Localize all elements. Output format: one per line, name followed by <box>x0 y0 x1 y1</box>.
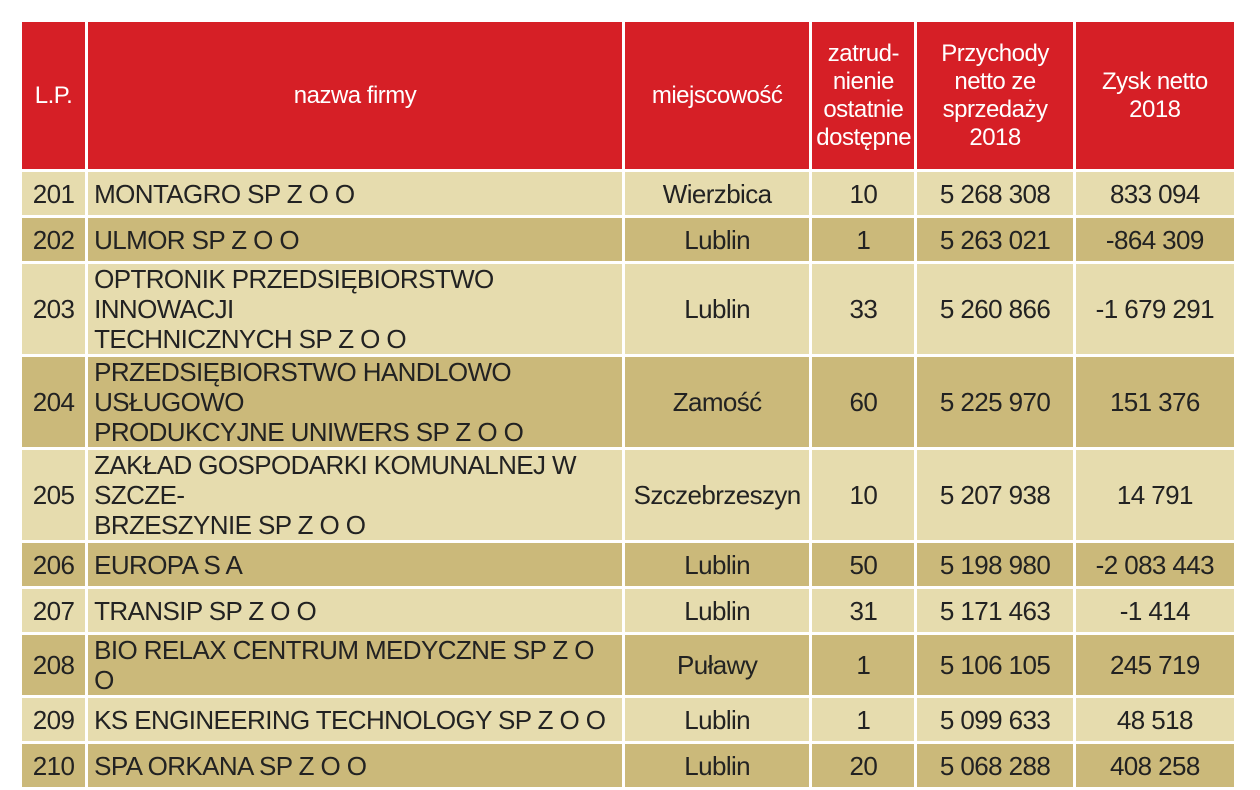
cell-employment: 1 <box>812 698 914 741</box>
cell-revenue: 5 260 866 <box>917 264 1072 354</box>
cell-city: Lublin <box>625 218 809 261</box>
cell-employment: 20 <box>812 744 914 787</box>
cell-city: Lublin <box>625 589 809 632</box>
cell-city: Zamość <box>625 357 809 447</box>
cell-company-name: BIO RELAX CENTRUM MEDYCZNE SP Z O O <box>88 635 622 695</box>
cell-lp: 203 <box>22 264 85 354</box>
cell-lp: 208 <box>22 635 85 695</box>
cell-company-name: OPTRONIK PRZEDSIĘBIORSTWO INNOWACJI TECHNICZNYCH SP Z O O <box>88 264 622 354</box>
table-header <box>22 22 1234 169</box>
cell-employment: 10 <box>812 450 914 540</box>
cell-net-profit: -1 414 <box>1076 589 1234 632</box>
header-row <box>22 22 1234 169</box>
cell-city: Szczebrzeszyn <box>625 450 809 540</box>
table-row <box>22 450 1234 540</box>
cell-employment: 1 <box>812 635 914 695</box>
cell-lp: 204 <box>22 357 85 447</box>
cell-company-name: ULMOR SP Z O O <box>88 218 622 261</box>
table-row <box>22 357 1234 447</box>
cell-lp: 205 <box>22 450 85 540</box>
table-row <box>22 264 1234 354</box>
cell-employment: 31 <box>812 589 914 632</box>
cell-revenue: 5 068 288 <box>917 744 1072 787</box>
company-ranking-table <box>19 19 1237 790</box>
cell-net-profit: 48 518 <box>1076 698 1234 741</box>
cell-company-name: TRANSIP SP Z O O <box>88 589 622 632</box>
cell-employment: 1 <box>812 218 914 261</box>
header-revenue: Przychody netto ze sprzedaży 2018 <box>917 22 1072 169</box>
table-row <box>22 635 1234 695</box>
cell-net-profit: -1 679 291 <box>1076 264 1234 354</box>
table-row <box>22 698 1234 741</box>
cell-city: Lublin <box>625 264 809 354</box>
cell-revenue: 5 268 308 <box>917 172 1072 215</box>
cell-lp: 206 <box>22 543 85 586</box>
table-row <box>22 218 1234 261</box>
header-city: miejscowość <box>625 22 809 169</box>
cell-city: Wierzbica <box>625 172 809 215</box>
company-ranking-table-container <box>22 22 1234 790</box>
cell-lp: 201 <box>22 172 85 215</box>
table-row <box>22 543 1234 586</box>
cell-city: Puławy <box>625 635 809 695</box>
cell-employment: 60 <box>812 357 914 447</box>
cell-net-profit: 245 719 <box>1076 635 1234 695</box>
cell-revenue: 5 171 463 <box>917 589 1072 632</box>
header-lp: L.P. <box>22 22 85 169</box>
cell-city: Lublin <box>625 744 809 787</box>
cell-company-name: MONTAGRO SP Z O O <box>88 172 622 215</box>
cell-net-profit: -2 083 443 <box>1076 543 1234 586</box>
cell-revenue: 5 106 105 <box>917 635 1072 695</box>
cell-company-name: EUROPA S A <box>88 543 622 586</box>
cell-lp: 202 <box>22 218 85 261</box>
cell-company-name: KS ENGINEERING TECHNOLOGY SP Z O O <box>88 698 622 741</box>
cell-lp: 210 <box>22 744 85 787</box>
cell-employment: 33 <box>812 264 914 354</box>
cell-net-profit: 408 258 <box>1076 744 1234 787</box>
cell-net-profit: 14 791 <box>1076 450 1234 540</box>
cell-revenue: 5 263 021 <box>917 218 1072 261</box>
cell-company-name: PRZEDSIĘBIORSTWO HANDLOWO USŁUGOWO PRODUKCYJNE UNIWERS SP Z O O <box>88 357 622 447</box>
cell-net-profit: 833 094 <box>1076 172 1234 215</box>
table-body <box>22 172 1234 787</box>
table-row <box>22 744 1234 787</box>
cell-net-profit: 151 376 <box>1076 357 1234 447</box>
cell-revenue: 5 225 970 <box>917 357 1072 447</box>
cell-net-profit: -864 309 <box>1076 218 1234 261</box>
cell-company-name: SPA ORKANA SP Z O O <box>88 744 622 787</box>
cell-company-name: ZAKŁAD GOSPODARKI KOMUNALNEJ W SZCZE- BRZESZYNIE SP Z O O <box>88 450 622 540</box>
cell-city: Lublin <box>625 698 809 741</box>
table-row <box>22 589 1234 632</box>
cell-lp: 209 <box>22 698 85 741</box>
cell-revenue: 5 207 938 <box>917 450 1072 540</box>
header-employment: zatrud- nienie ostatnie dostępne <box>812 22 914 169</box>
cell-revenue: 5 099 633 <box>917 698 1072 741</box>
header-net-profit: Zysk netto 2018 <box>1076 22 1234 169</box>
cell-employment: 10 <box>812 172 914 215</box>
table-row <box>22 172 1234 215</box>
cell-lp: 207 <box>22 589 85 632</box>
cell-revenue: 5 198 980 <box>917 543 1072 586</box>
cell-city: Lublin <box>625 543 809 586</box>
cell-employment: 50 <box>812 543 914 586</box>
header-company-name: nazwa firmy <box>88 22 622 169</box>
